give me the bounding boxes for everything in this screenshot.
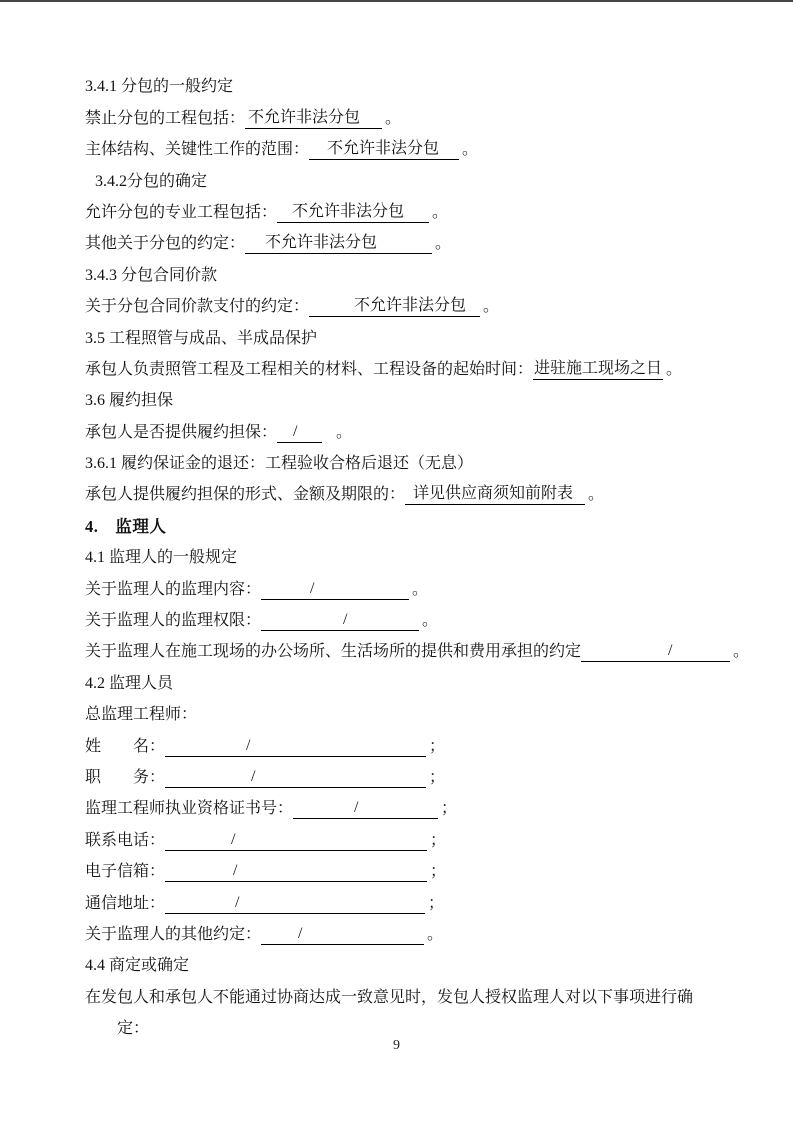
punctuation: 。	[588, 486, 605, 504]
clause-343-heading	[85, 259, 749, 290]
clause-35-heading-text: 3.5 工程照管与成品、半成品保护	[85, 329, 318, 347]
field-allowed-subcontract-label: 允许分包的专业工程包括：	[85, 203, 278, 221]
punctuation: 。	[385, 109, 402, 127]
field-site-office-blank	[581, 641, 730, 662]
section-4-heading	[85, 510, 749, 541]
chief-supervisor-label	[85, 699, 749, 730]
slash-mark: /	[251, 767, 256, 785]
punctuation: 。	[427, 925, 444, 943]
field-supervision-authority-blank	[261, 610, 419, 631]
punctuation: 。	[732, 643, 749, 661]
clause-341-heading-text: 3.4.1 分包的一般约定	[85, 78, 234, 96]
field-prohibited-subcontract-label: 禁止分包的工程包括：	[85, 109, 246, 127]
field-allowed-subcontract	[85, 197, 749, 228]
clause-35-heading	[85, 322, 749, 353]
punctuation: 。	[412, 580, 429, 598]
chief-supervisor-label-text: 总监理工程师：	[85, 706, 198, 724]
punctuation: ；	[429, 737, 446, 755]
clause-36-heading	[85, 385, 749, 416]
punctuation: 。	[666, 360, 683, 378]
slash-mark: /	[668, 642, 673, 660]
punctuation: ；	[441, 800, 458, 818]
field-phone-label: 联系电话：	[85, 831, 166, 849]
clause-44-body-line2-text: 定：	[117, 1020, 150, 1038]
field-subcontract-payment-value: 不允许非法分包	[309, 296, 480, 317]
field-address	[85, 887, 749, 918]
field-phone-blank	[165, 830, 427, 851]
field-prohibited-subcontract	[85, 102, 749, 133]
field-supervision-content-label: 关于监理人的监理内容：	[85, 580, 262, 598]
clause-36-heading-text: 3.6 履约担保	[85, 392, 174, 410]
punctuation: 。	[483, 298, 500, 316]
punctuation: ；	[430, 831, 447, 849]
field-other-subcontract-label: 其他关于分包的约定：	[85, 235, 246, 253]
clause-342-heading	[85, 165, 749, 196]
field-allowed-subcontract-value: 不允许非法分包	[277, 202, 429, 223]
punctuation: ；	[430, 863, 447, 881]
field-email	[85, 856, 749, 887]
punctuation: 。	[462, 141, 479, 159]
field-position-label: 职 务：	[85, 768, 166, 786]
slash-mark: /	[343, 611, 348, 629]
field-guarantee-form-label: 承包人提供履约担保的形式、金额及期限的：	[85, 486, 406, 504]
field-prohibited-subcontract-value: 不允许非法分包	[245, 108, 382, 129]
field-certificate-no-blank	[293, 798, 438, 819]
clause-341-heading	[85, 71, 749, 102]
slash-mark: /	[233, 862, 238, 880]
clause-342-heading-text: 3.4.2分包的确定	[95, 172, 208, 190]
field-other-supervision	[85, 919, 749, 950]
field-phone	[85, 824, 749, 855]
field-key-structure-scope-label: 主体结构、关键性工作的范围：	[85, 141, 310, 159]
clause-42-heading	[85, 667, 749, 698]
clause-44-heading	[85, 950, 749, 981]
field-guarantee-form	[85, 479, 749, 510]
field-performance-guarantee-blank	[277, 422, 322, 443]
field-other-supervision-blank	[261, 924, 424, 945]
field-performance-guarantee	[85, 416, 749, 447]
slash-mark: /	[231, 830, 236, 848]
clause-343-heading-text: 3.4.3 分包合同价款	[85, 266, 218, 284]
page-top-edge	[0, 0, 793, 2]
field-position	[85, 762, 749, 793]
punctuation: ；	[429, 768, 446, 786]
punctuation: 。	[422, 612, 439, 630]
field-other-supervision-label: 关于监理人的其他约定：	[85, 925, 262, 943]
field-subcontract-payment	[85, 291, 749, 322]
clause-42-heading-text: 4.2 监理人员	[85, 674, 174, 692]
clause-44-heading-text: 4.4 商定或确定	[85, 957, 190, 975]
field-name-blank	[165, 736, 426, 757]
clause-44-body-line1	[85, 981, 749, 1012]
section-4-heading-text: 4. 监理人	[85, 516, 167, 536]
field-supervision-content-blank	[261, 579, 409, 600]
field-certificate-no	[85, 793, 749, 824]
contract-text-body	[85, 71, 749, 1044]
field-certificate-no-label: 监理工程师执业资格证书号：	[85, 800, 294, 818]
slash-mark: /	[235, 893, 240, 911]
field-key-structure-scope-value: 不允许非法分包	[309, 139, 459, 160]
field-supervision-authority-label: 关于监理人的监理权限：	[85, 612, 262, 630]
field-site-office-label: 关于监理人在施工现场的办公场所、生活场所的提供和费用承担的约定	[85, 643, 582, 661]
field-supervision-authority	[85, 605, 749, 636]
clause-41-heading	[85, 542, 749, 573]
field-site-office	[85, 636, 749, 667]
field-position-blank	[165, 767, 426, 788]
field-email-blank	[165, 861, 427, 882]
clause-41-heading-text: 4.1 监理人的一般规定	[85, 549, 238, 567]
field-other-subcontract	[85, 228, 749, 259]
field-care-start-time-value: 进驻施工现场之日	[533, 359, 663, 380]
punctuation: 。	[336, 423, 353, 441]
clause-361-heading	[85, 448, 749, 479]
field-name	[85, 730, 749, 761]
field-address-label: 通信地址：	[85, 894, 166, 912]
clause-361-heading-text: 3.6.1 履约保证金的退还：工程验收合格后退还（无息）	[85, 455, 474, 473]
slash-mark: /	[293, 422, 298, 440]
field-subcontract-payment-label: 关于分包合同价款支付的约定：	[85, 298, 310, 316]
page-number: 9	[393, 1038, 400, 1053]
field-name-label: 姓 名：	[85, 737, 166, 755]
slash-mark: /	[246, 736, 251, 754]
field-email-label: 电子信箱：	[85, 863, 166, 881]
field-performance-guarantee-label: 承包人是否提供履约担保：	[85, 423, 278, 441]
field-supervision-content	[85, 573, 749, 604]
field-guarantee-form-value: 详见供应商须知前附表	[405, 484, 585, 505]
field-other-subcontract-value: 不允许非法分包	[245, 233, 432, 254]
punctuation: 。	[435, 235, 452, 253]
field-care-start-time	[85, 354, 749, 385]
field-address-blank	[165, 893, 425, 914]
clause-44-body-line1-text: 在发包人和承包人不能通过协商达成一致意见时，发包人授权监理人对以下事项进行确	[85, 988, 694, 1006]
field-key-structure-scope	[85, 134, 749, 165]
field-care-start-time-label: 承包人负责照管工程及工程相关的材料、工程设备的起始时间：	[85, 360, 534, 378]
slash-mark: /	[310, 579, 315, 597]
punctuation: ；	[428, 894, 445, 912]
slash-mark: /	[354, 799, 359, 817]
slash-mark: /	[298, 924, 303, 942]
punctuation: 。	[432, 203, 449, 221]
